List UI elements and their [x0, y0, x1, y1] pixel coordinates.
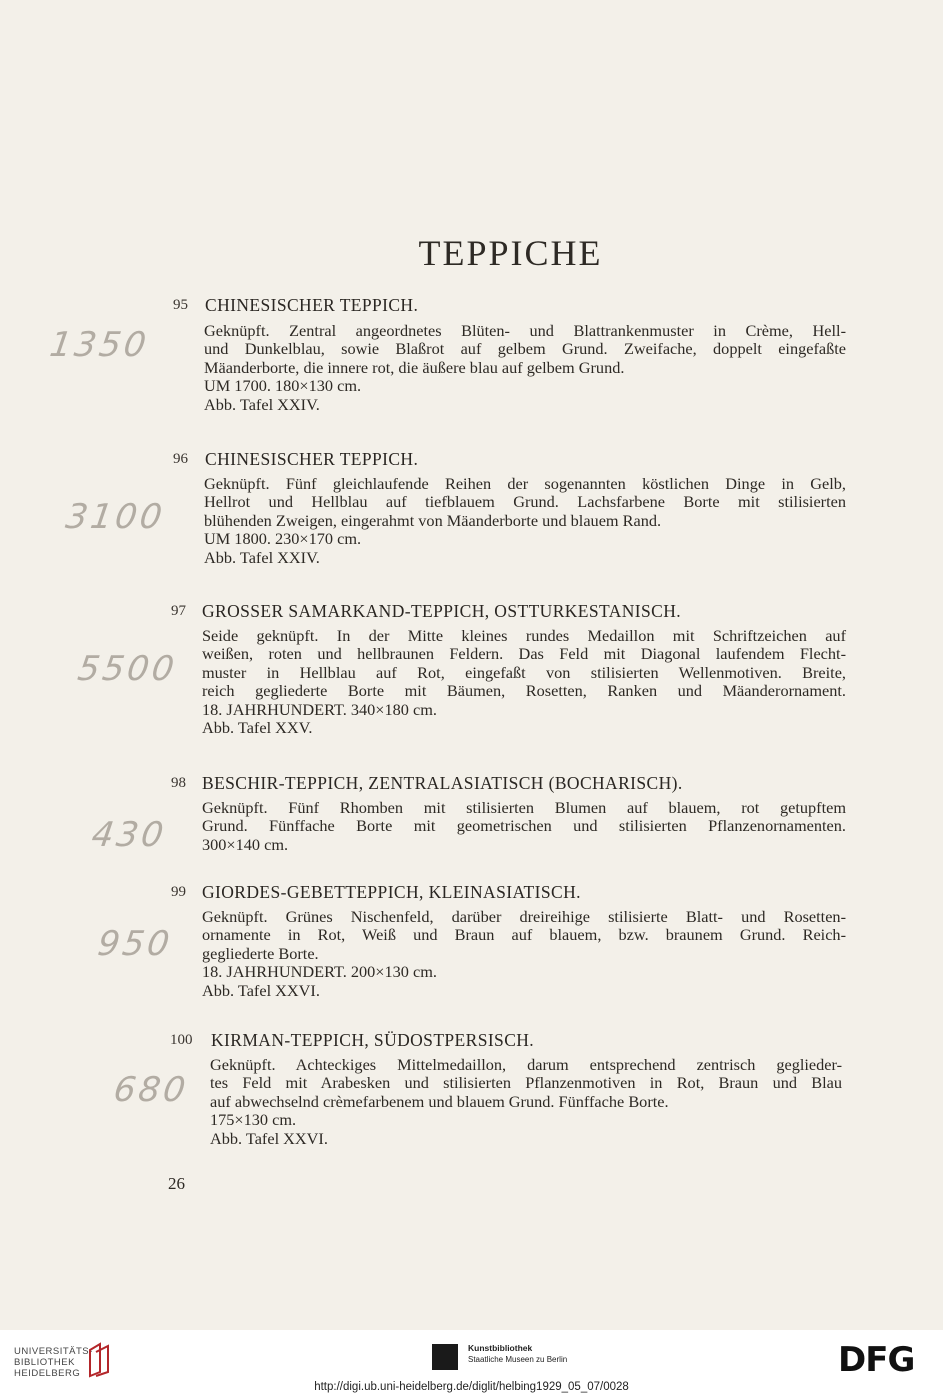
- ub-line: BIBLIOTHEK: [14, 1357, 75, 1368]
- ub-logo-icon: [86, 1342, 112, 1378]
- description-line: 18. JAHRHUNDERT. 200×130 cm.: [202, 962, 437, 982]
- description-line: reich gegliederte Borte mit Bäumen, Rosetten, Ranken und Mäanderornament.: [202, 681, 846, 701]
- description-line: Grund. Fünffache Borte mit geometrischen und stilisierten Pflanzenornamenten.: [202, 816, 846, 836]
- lot-heading: CHINESISCHER TEPPICH.: [205, 295, 419, 315]
- lot-heading: GIORDES-GEBETTEPPICH, KLEINASIATISCH.: [202, 882, 581, 902]
- handwritten-price: 430: [89, 815, 169, 855]
- description-line: ornamente in Rot, Weiß und Braun auf blauem, bzw. braunem Grund. Reich-: [202, 925, 846, 945]
- lot-number: 99: [171, 884, 186, 900]
- handwritten-price: 1350: [47, 325, 152, 365]
- kb-name: Kunstbibliothek: [468, 1343, 533, 1353]
- ub-heidelberg-label[interactable]: [14, 1346, 93, 1379]
- description-line: Abb. Tafel XXIV.: [204, 547, 320, 567]
- description-line: tes Feld mit Arabesken und stilisierten Pflanzenmotiven in Rot, Braun und Blau: [210, 1073, 842, 1093]
- description-line: weißen, roten und hellbraunen Feldern. Das Feld mit Diagonal laufendem Flecht-: [202, 644, 846, 664]
- handwritten-price: 3100: [63, 497, 168, 537]
- lot-number: 97: [171, 603, 186, 619]
- lot-description: [202, 799, 846, 854]
- description-line: muster in Hellblau auf Rot, eingefaßt von stilisierten Wellenmotiven. Breite,: [202, 662, 846, 682]
- handwritten-price: 950: [95, 924, 175, 964]
- description-line: Geknüpft. Zentral angeordnetes Blüten- und Blattrankenmuster in Crème, Hell-: [204, 321, 846, 340]
- lot-heading: GROSSER SAMARKAND-TEPPICH, OSTTURKESTANISCH.: [202, 601, 682, 621]
- description-line: blühenden Zweigen, eingerahmt von Mäanderborte und blauem Rand.: [204, 510, 662, 530]
- dfg-logo[interactable]: DFG: [838, 1340, 915, 1380]
- description-line: Seide geknüpft. In der Mitte kleines rundes Medaillon mit Schriftzeichen auf: [202, 626, 846, 645]
- lot-number: 98: [171, 775, 186, 791]
- lot-heading: BESCHIR-TEPPICH, ZENTRALASIATISCH (BOCHARISCH).: [202, 773, 683, 793]
- description-line: Abb. Tafel XXVI.: [210, 1128, 328, 1148]
- lot-description: [202, 627, 846, 737]
- description-line: UM 1800. 230×170 cm.: [204, 529, 362, 549]
- description-line: auf abwechselnd crèmefarbenem und blauem Grund. Fünffache Borte.: [210, 1091, 669, 1111]
- kb-sub: Staatliche Museen zu Berlin: [468, 1355, 568, 1364]
- page-number: 26: [168, 1174, 185, 1193]
- description-line: 300×140 cm.: [202, 834, 289, 854]
- lot-number: 100: [170, 1032, 193, 1048]
- page-title: TEPPICHE: [418, 233, 603, 273]
- description-line: Abb. Tafel XXVI.: [202, 980, 320, 1000]
- description-line: Mäanderborte, die innere rot, die äußere blau auf gelbem Grund.: [204, 357, 625, 377]
- description-line: 175×130 cm.: [210, 1110, 297, 1130]
- lot-description: [202, 908, 846, 1000]
- description-line: Geknüpft. Fünf Rhomben mit stilisierten Blumen auf blauem, rot getupftem: [202, 798, 846, 817]
- description-line: 18. JAHRHUNDERT. 340×180 cm.: [202, 699, 437, 719]
- kunstbibliothek-logo-icon: [432, 1344, 458, 1370]
- description-line: und Dunkelblau, sowie Blaßrot auf gelbem Grund. Zweifache, doppelt eingefaßte: [204, 339, 846, 359]
- description-line: UM 1700. 180×130 cm.: [204, 376, 362, 396]
- kunstbibliothek-label[interactable]: [468, 1343, 567, 1365]
- lot-number: 96: [173, 451, 188, 467]
- description-line: gegliederte Borte.: [202, 943, 319, 963]
- ub-line: HEIDELBERG: [14, 1368, 81, 1379]
- lot-description: [210, 1056, 842, 1148]
- permalink-url[interactable]: http://digi.ub.uni-heidelberg.de/diglit/helbing1929_05_07/0028: [314, 1381, 629, 1393]
- description-line: Geknüpft. Fünf gleichlaufende Reihen der sogenannten köstlichen Dinge in Gelb,: [204, 474, 846, 493]
- lot-description: [204, 475, 846, 567]
- description-line: Abb. Tafel XXV.: [202, 718, 313, 738]
- footer-bar: [0, 1330, 943, 1396]
- lot-description: [204, 322, 846, 414]
- lot-heading: CHINESISCHER TEPPICH.: [205, 449, 419, 469]
- handwritten-price: 680: [111, 1070, 191, 1110]
- description-line: Geknüpft. Achteckiges Mittelmedaillon, darum entsprechend zentrisch geglieder-: [210, 1055, 842, 1074]
- handwritten-price: 5500: [75, 649, 180, 689]
- ub-line: UNIVERSITÄTS-: [14, 1346, 93, 1357]
- lot-heading: KIRMAN-TEPPICH, SÜDOSTPERSISCH.: [211, 1030, 535, 1050]
- lot-number: 95: [173, 297, 188, 313]
- description-line: Geknüpft. Grünes Nischenfeld, darüber dreireihige stilisierte Blatt- und Rosetten-: [202, 907, 846, 926]
- description-line: Abb. Tafel XXIV.: [204, 394, 320, 414]
- description-line: Hellrot und Hellblau auf tiefblauem Grund. Lachsfarbene Borte mit stilisierten: [204, 492, 846, 512]
